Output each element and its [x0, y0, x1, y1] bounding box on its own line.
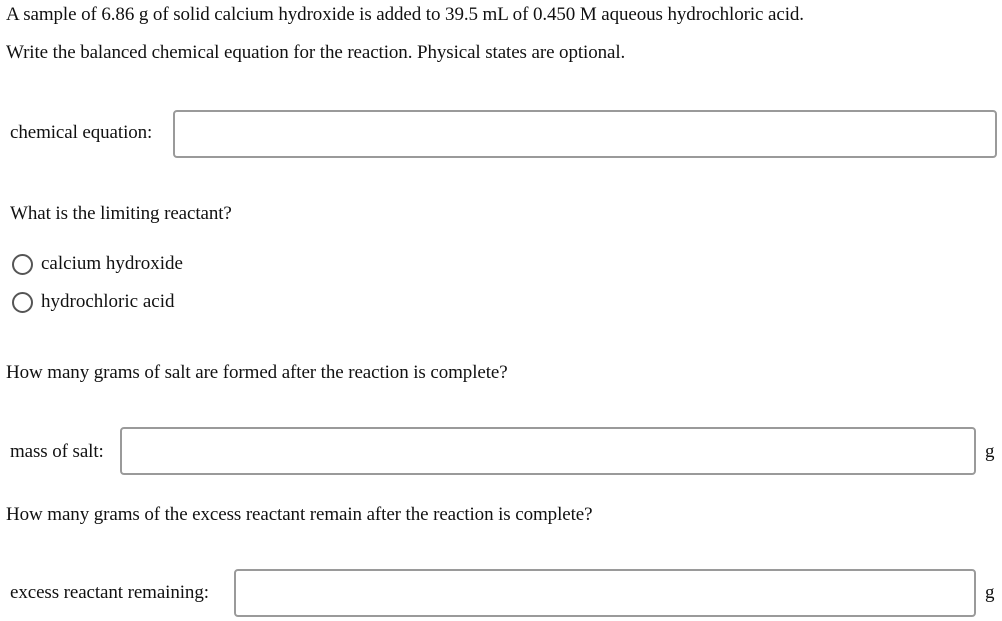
excess-reactant-input[interactable]	[234, 569, 976, 617]
option-hydrochloric-acid[interactable]	[12, 289, 174, 315]
excess-reactant-label: excess reactant remaining:	[10, 582, 209, 603]
radio-button-icon[interactable]	[12, 292, 33, 313]
option-label: hydrochloric acid	[41, 291, 175, 312]
mass-of-salt-label: mass of salt:	[10, 441, 104, 462]
mass-of-salt-input[interactable]	[120, 427, 976, 475]
option-label: calcium hydroxide	[41, 253, 183, 274]
option-calcium-hydroxide[interactable]	[12, 251, 183, 277]
excess-unit: g	[985, 582, 995, 603]
radio-button-icon[interactable]	[12, 254, 33, 275]
chemical-equation-label: chemical equation:	[10, 122, 153, 143]
chemical-equation-input[interactable]	[173, 110, 997, 158]
instruction-text: Write the balanced chemical equation for the reaction. Physical states are optional.	[6, 42, 626, 63]
salt-question: How many grams of salt are formed after the reaction is complete?	[6, 362, 508, 383]
problem-statement: A sample of 6.86 g of solid calcium hydroxide is added to 39.5 mL of 0.450 M aqueous hydrochloric acid.	[6, 4, 804, 25]
limiting-reactant-question: What is the limiting reactant?	[10, 203, 232, 224]
excess-question: How many grams of the excess reactant remain after the reaction is complete?	[6, 504, 593, 525]
salt-unit: g	[985, 441, 995, 462]
